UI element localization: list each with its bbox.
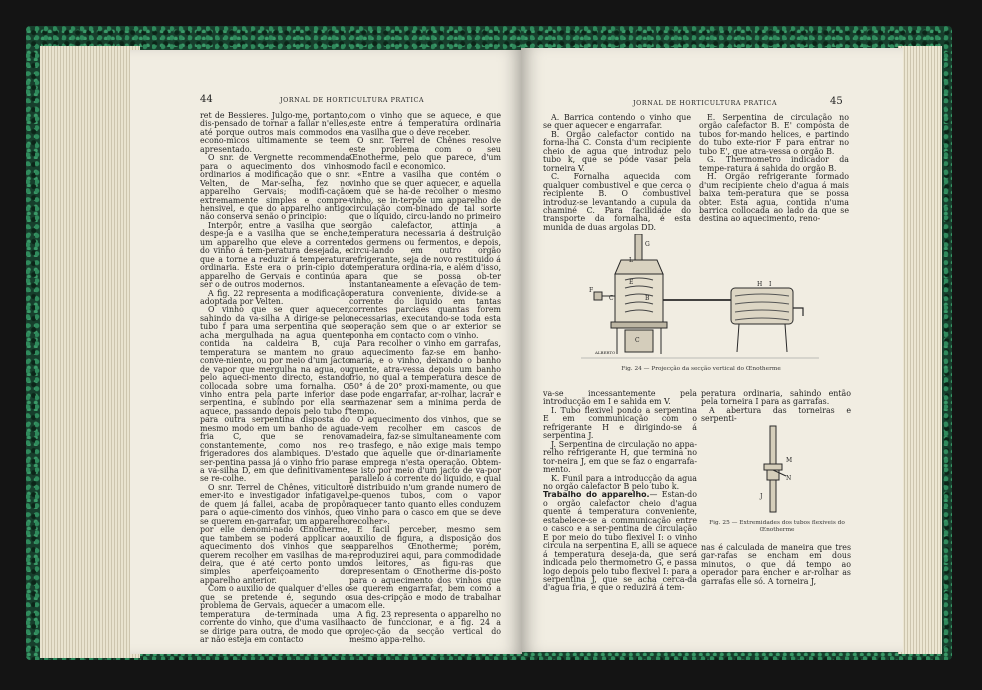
paragraph: G. Thermometro indicador da tempe-ratura á sahida do orgão B. [699,155,849,173]
text-column-3 [543,390,697,593]
figure-letter: J [760,493,763,500]
paragraph: O vinho que se quer aquecer, sahindo da va-silha A dirige-se pelo tubo f para uma serpentina que se acha mergulhada na agua quente contida na caldeira B, cuja temperatura se mantem no grau conve-niente, ou por meio d'um jacto de vapor que mergulha na agua, ou pelo aqueci-mento directo, estando collocada sobre uma fornalha. O vinho entra pela parte inferior da serpentina, e subindo por ella se aquece, passando depois pelo tubo f' para outra serpentina disposta do mesmo modo em um banho de agua fria C, que se renova constantemente, como nos re-frigeradores dos alambiques. D'esta ser-pentina passa já o vinho frio para a va-silha D, em que definitivamente se re-colhe. [200,305,350,484]
text-column-1 [200,112,350,645]
paragraph: va-se incessantemente pela introducção em I e sahida em V. [543,389,697,407]
paragraph: Interpôr, entre a vasilha que se despe-ja e a vasilha que se enche, um apparelho que eleve a corrente do vinho á tem-peratura desejada, e que a torne a reduzir á temperatura ordinaria. Este era o prin-cipio do apparelho de Gervais e continúa a ser o de outros modernos. [200,220,350,290]
text-column-4 [701,390,851,424]
paragraph: B. Orgão calefactor contido na forna-lha C. Consta d'um recipiente cheio de agua que introduz pelo tubo k, que se póde vasar pela torneira V. [543,129,691,173]
paragraph: Para recolher o vinho em garrafas, o aquecimento faz-se em banho-maria, e o vinho, deixando o banho quente, atra-vessa depois um banho frio, no qual a temperatura desce de 50° á de 20° proxi-mamente, ou que se pode engarrafar, ar-rolhar, lacrar e armazenar sem a minima perda de tempo. [349,339,501,416]
oenotherme-section-illustration [581,234,821,360]
right-page [521,48,903,652]
tube-ends-illustration [746,424,802,516]
text-column-5 [701,544,851,586]
page-edges-right [898,46,942,654]
paragraph: O snr. de Vergnette recommenda para o aquecimento dos vinhos ordinarios a modificação que o snr. Velten, de Mar-selha, fez no apparelho Gervais; modifi-cação extremamente simples e compre-hensivel, e que do apparelho antigo não conserva senão o principio: [200,153,350,222]
figure-25-tube-ends [746,424,802,516]
text-column-2 [699,114,849,224]
paragraph: E facil perceber, mesmo sem auxilio de figura, a disposição dos apparelhos Œnotherme; porém, reproduzirei aqui, para commodidade dos leitores, as figu-ras que representam o Œnotherme dis-posto para o aquecimento dos vinhos que se querem engarrafar, bem como a sua des-cripção e modo de trabalhar com elle. [349,525,501,611]
paragraph: ret de Bessieres. Julgo-me, portanto, dis-pensado de tornar a fallar n'elles, até porque outros mais commodos e econo-micos ultimamente se teem apresentado. [200,111,350,154]
paragraph: C. Fornalha aquecida com qualquer combustivel e que cerca o recipiente B. O combustivel introduz-se levantando a cupula da chaminé C. Para facilidade do transporte da fornalha, é esta munida de duas argolas DD. [543,172,691,232]
paragraph: A fig. 22 representa a modificação adoptada por Velten. [200,288,350,306]
section-heading: Trabalho do apparelho. [543,490,650,500]
paragraph: A abertura das torneiras e serpenti- [701,405,851,424]
paragraph: J. Serpentina de circulação no appa-relho refrigerante H, que termina no tor-neira J, em que se faz o engarrafa-mento. [543,439,697,475]
paragraph: I. Tubo flexivel pondo a serpentina E em communicação com o refrigerante H e dirigindo-se á serpentina J. [543,405,697,441]
figure-letter: M [786,457,793,464]
left-page [130,50,522,654]
figure-letter: E [629,279,634,286]
figure-letter: B [645,295,650,302]
text-column-1 [543,114,691,232]
figure-letter: F [589,287,594,294]
paragraph: Com o auxilio de qualquer d'elles o que se pretende é, segundo o problema de Gervais, aquecer a uma temperatura de-terminada uma corrente do vinho, que d'uma vasilha se dirige para outra, de modo que o ar não esteja em contacto [200,584,350,645]
page-edges-left [40,46,140,658]
paragraph: K. Funil para a introducção da agua no orgão calefactor B pelo tubo k. [543,473,697,491]
figure-25-caption: Fig. 25 — Extremidades dos tubos flexiveis do Œnotherme [709,520,845,533]
figure-letter: N [786,475,792,482]
paragraph: A fig. 23 representa o apparelho no acto de funccionar, e a fig. 24 a projec-ção da secção vertical do mesmo appa-relho. [349,609,501,645]
running-head: JORNAL DE HORTICULTURA PRATICA [633,100,778,107]
figure-letter: L [629,257,633,264]
paragraph: H. Orgão refrigerante formado d'um recipiente cheio d'agua á mais baixa tem-peratura que se possa obter. Esta agua, contida n'uma barrica collocada ao lado da que se destina ao aquecimento, reno- [699,172,849,224]
page-number: 45 [830,96,843,107]
paragraph: nas é calculada de maneira que tres gar-rafas se encham em dous minutos, o que dá tempo ao operador para encher e ar-rolhar as garrafas elle só. A torneira J, [701,543,851,586]
figure-24-caption: Fig. 24 — Projecção da secção vertical do Œnotherme [621,366,781,372]
page-number: 44 [200,94,213,105]
running-head: JORNAL DE HORTICULTURA PRATICA [280,97,425,104]
paragraph: «Entre a vasilha que contém o vinho que se quer aquecer, e aquella em que se ha-de recolher o mesmo vinho, se in-terpõe um apparelho de circulação com-binado de tal sorte que o liquido, circu-lando no primeiro orgão calefactor, attinja a temperatura necessaria á destruição dos germens ou fermentos, e depois, circu-lando em outro orgão refrigerante, seja de novo restituido á temperatura ordina-ria, e além d'isso, para que se possa ob-ter instantaneamente a elevação de tem-peratura conveniente, divide-se a corrente do liquido em tantas correntes parciaes quantas forem necessarias, executando-se toda esta operação sem que o ar exterior se ponha em contacto com o vinho. [349,170,501,340]
section-text: — Estan-do o orgão calefactor cheio d'agua quente á temperatura conveniente, estabelece-se a communicação entre o casco e a ser-pentina de circulação E por meio do tubo flexivel I: o vinho circula na serpentina E, alli se aquece á temperatura deseja-da, que será indicada pelo thermometro G, e passa logo depois pelo tubo flexivel I: para a serpentina J, que se acha cerca-da d'agua fria, e que o reduzirá á tem- [543,490,697,593]
figure-letter: H [757,281,763,288]
paragraph: O snr. Terrel de Chênes resolve este problema com o seu Œnotherme, pelo que parece, d'um modo facil e economico. [349,136,501,171]
section-paragraph [543,491,697,592]
paragraph: E. Serpentina de circulação no orgão calefactor B. E' composta de tubos for-mando helices, e partindo do tubo exte-rior F para entrar no tubo E', que atra-vessa o orgão B. [699,113,849,156]
paragraph: com o vinho que se aquece, e que este entre á temperatura ordinaria na vasilha que o deve receber. [349,111,501,137]
paragraph: A. Barrica contendo o vinho que se quer aquecer e engarrafar. [543,113,691,131]
figure-letter: I [769,281,772,288]
figure-24-oenotherme [581,234,821,360]
paragraph: peratura ordinaria, sahindo então pela torneira I para as garrafas. [701,389,851,407]
figure-letter: C [635,337,640,344]
paragraph: O snr. Terrel de Chênes, viticultor emer-ito e investigador infatigavel, de quem já fallei, acaba de propôr para o aque-cimento dos vinhos, que se querem en-garrafar, um apparelho por elle denomi-nado Œnotherme, que tambem se poderá applicar ao aquecimento dos vinhos que se querem recolher em vasilhas de ma-deira, que é até certo ponto um simples aperfeiçoamento do apparelho anterior. [200,482,350,585]
text-column-2 [349,112,501,645]
figure-letter: G [645,241,650,248]
paragraph: O aquecimento dos vinhos, que se de-vem recolher em cascos de madeira, faz-se simultaneamente com o trasfego, e não exige mais tempo do que aquelle que or-dinariamente se emprega n'esta operação. Obtem-se isto por meio d'um jacto de va-por parallelo á corrente do liquido, e qual é distribuido n'um grande numero de pe-quenos tubos, com o vapor aquecer tanto quanto elles conduzem o vinho para o casco em que se deve recolher». [349,415,501,526]
figure-letter: C [609,295,614,302]
engraver-signature: ALBERTO [595,350,616,355]
